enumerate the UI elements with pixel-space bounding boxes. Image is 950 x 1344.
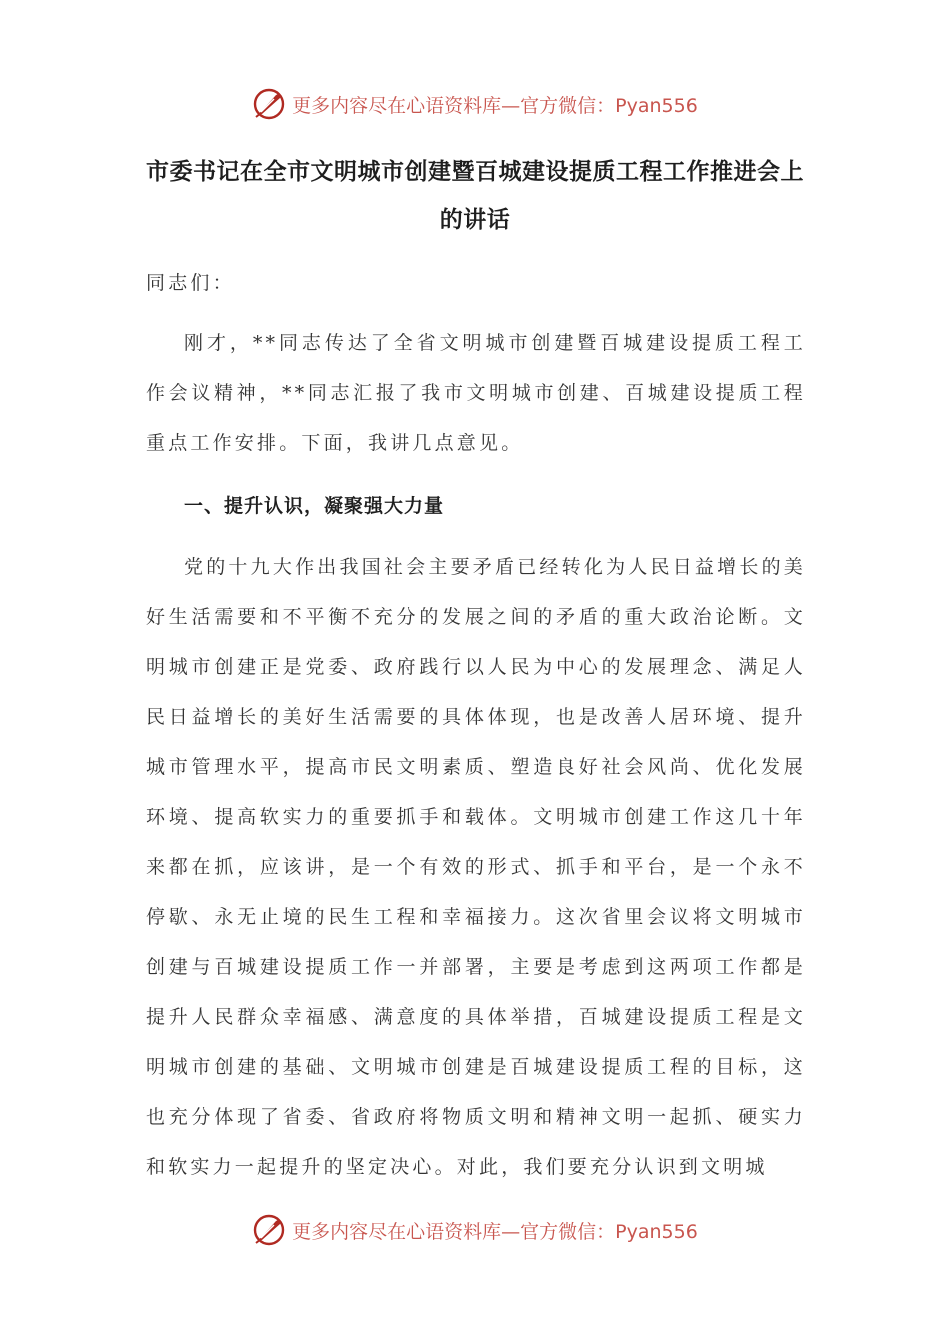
watermark-text (292, 1217, 698, 1244)
paragraph-intro: 刚才，**同志传达了全省文明城市创建暨百城建设提质工程工作会议精神，**同志汇报了我市文明城市创建、百城建设提质工程重点工作安排。下面，我讲几点意见。 (146, 332, 806, 454)
quill-pen-icon (252, 87, 286, 121)
watermark-label: 更多内容尽在心语资料库—官方微信： (292, 94, 616, 117)
section-heading: 一、提升认识，凝聚强大力量 (184, 495, 445, 517)
salutation: 同志们： (146, 272, 235, 294)
watermark-handle: Pyan556 (615, 1220, 698, 1243)
watermark-label: 更多内容尽在心语资料库—官方微信： (292, 1220, 616, 1243)
watermark-handle: Pyan556 (615, 94, 698, 117)
quill-pen-icon (252, 1213, 286, 1247)
header-watermark-banner (0, 84, 950, 124)
paragraph-body: 党的十九大作出我国社会主要矛盾已经转化为人民日益增长的美好生活需要和不平衡不充分的发展之间的矛盾的重大政治论断。文明城市创建正是党委、政府践行以人民为中心的发展理念、满足人民日益增长的美好生活需要的具体体现，也是改善人居环境、提升城市管理水平，提高市民文明素质、塑造良好社会风尚、优化发展环境、提高软实力的重要抓手和载体。文明城市创建工作这几十年来都在抓，应该讲，是一个有效的形式、抓手和平台，是一个永不停歇、永无止境的民生工程和幸福接力。这次省里会议将文明城市创建与百城建设提质工作一并部署，主要是考虑到这两项工作都是提升人民群众幸福感、满意度的具体举措，百城建设提质工程是文明城市创建的基础、文明城市创建是百城建设提质工程的目标，这也充分体现了省委、省政府将物质文明和精神文明一起抓、硬实力和软实力一起提升的坚定决心。对此，我们要充分认识到文明城 (146, 556, 806, 1178)
watermark-text (292, 91, 698, 118)
document-title: 市委书记在全市文明城市创建暨百城建设提质工程工作推进会上的讲话 (146, 159, 804, 233)
footer-watermark-banner (0, 1210, 950, 1250)
